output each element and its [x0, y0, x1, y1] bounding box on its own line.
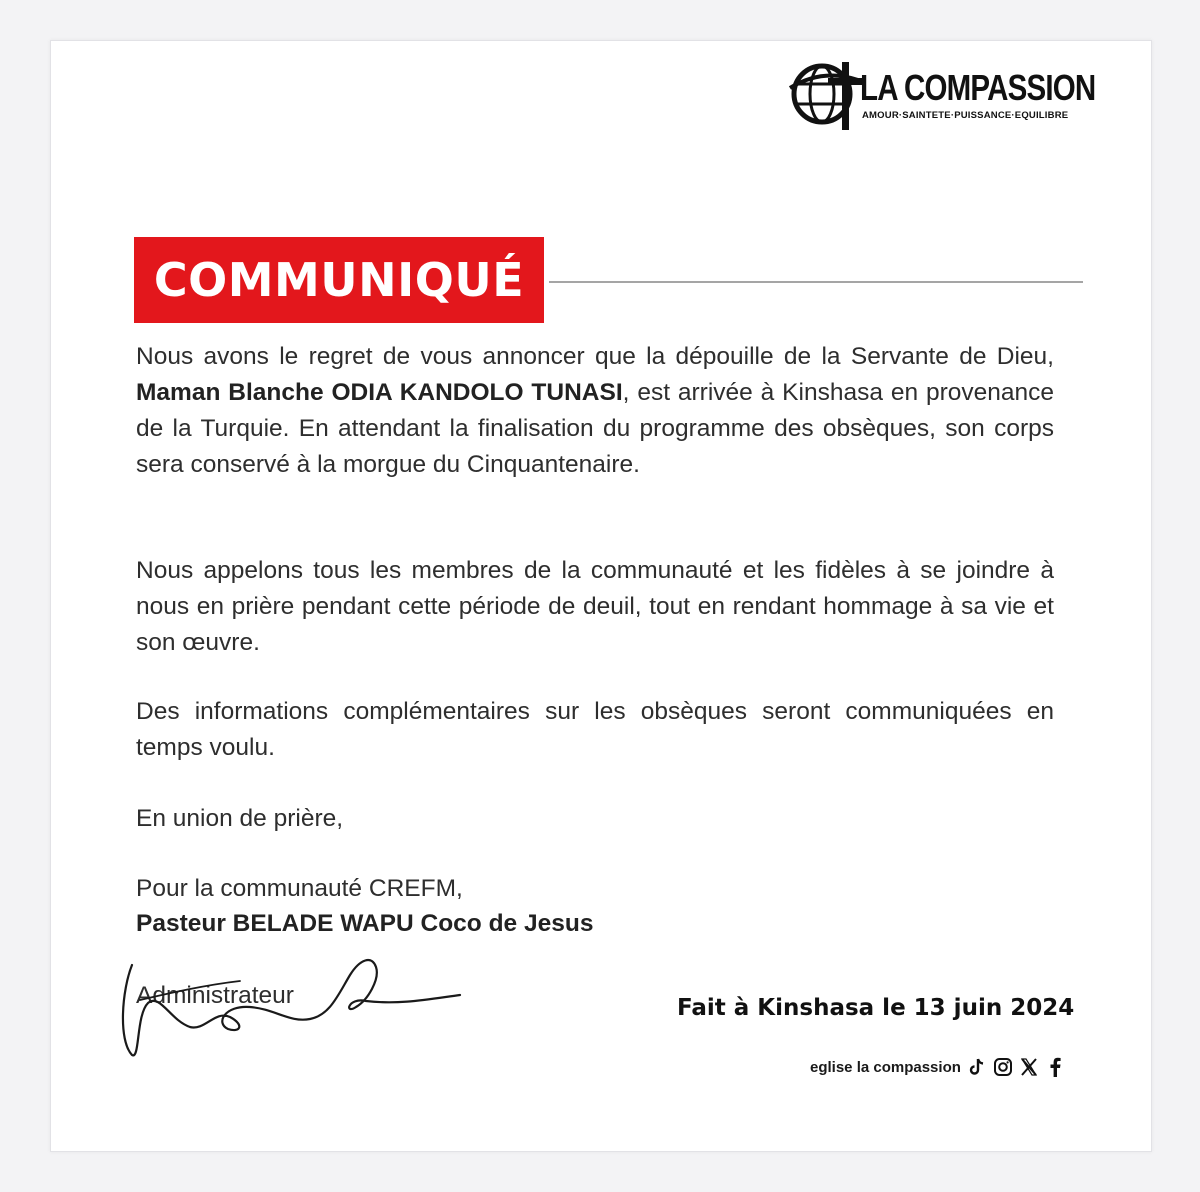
social-handle: eglise la compassion	[810, 1058, 961, 1076]
instagram-icon[interactable]	[993, 1056, 1013, 1078]
logo-name: LA COMPASSION	[860, 67, 1096, 108]
communique-banner: COMMUNIQUÉ	[134, 237, 544, 323]
paragraph-2: Nous appelons tous les membres de la communauté et les fidèles à se joindre à nous en prière pendant cette période de deuil, tout en rendant hommage à sa vie et son œuvre.	[136, 557, 1054, 656]
logo	[788, 58, 1096, 133]
signatory-name: Pasteur BELADE WAPU Coco de Jesus	[136, 910, 594, 937]
facebook-icon[interactable]	[1045, 1056, 1065, 1078]
deceased-name: Maman Blanche ODIA KANDOLO TUNASI	[136, 379, 623, 406]
logo-tagline: AMOUR·SAINTETE·PUISSANCE·EQUILIBRE	[862, 110, 1069, 121]
p1-text-end: , est arrivée à Kinshasa en provenance de la Turquie. En attendant la finalisation du programme des obsèques, son corps sera conservé à la morgue du Cinquantenaire.	[136, 379, 1055, 478]
banner-divider	[549, 281, 1083, 283]
date-place: Fait à Kinshasa le 13 juin 2024	[677, 995, 1075, 1021]
signatory-community: Pour la communauté CREFM,	[136, 875, 463, 902]
p1-text-start: Nous avons le regret de vous annoncer que la dépouille de la Servante de Dieu,	[136, 343, 1054, 370]
handwritten-signature	[110, 945, 470, 1065]
signatory-role: Administrateur	[136, 982, 294, 1009]
paragraph-1	[136, 339, 1054, 483]
x-icon[interactable]	[1019, 1056, 1039, 1078]
tiktok-icon[interactable]	[967, 1056, 987, 1078]
closing-line: En union de prière,	[136, 805, 344, 832]
social-footer	[810, 1056, 1065, 1078]
globe-cross-logo-icon	[788, 58, 868, 133]
paragraph-3: Des informations complémentaires sur les obsèques seront communiquées en temps voulu.	[136, 698, 1054, 761]
